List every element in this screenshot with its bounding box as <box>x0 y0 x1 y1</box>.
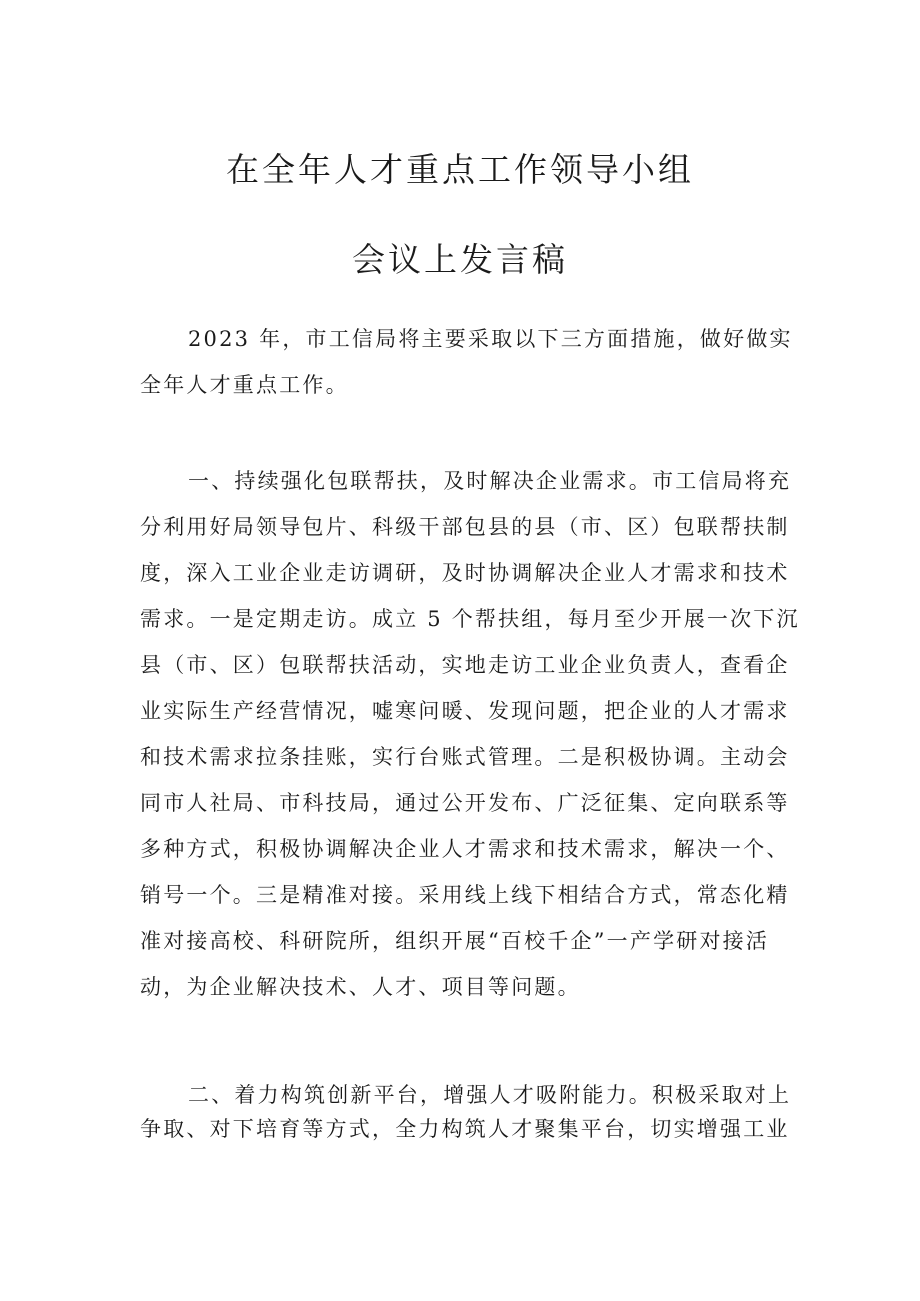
paragraph-line: 县（市、区）包联帮扶活动，实地走访工业企业负责人，查看企 <box>140 653 790 677</box>
section-two-paragraph <box>140 1078 800 1146</box>
paragraph-line: 销号一个。三是精准对接。采用线上线下相结合方式，常态化精 <box>140 883 790 907</box>
paragraph-line: 争取、对下培育等方式，全力构筑人才聚集平台，切实增强工业 <box>140 1117 790 1141</box>
document-title-line-1: 在全年人才重点工作领导小组 <box>226 150 694 189</box>
paragraph-line: 动，为企业解决技术、人才、项目等问题。 <box>140 975 581 999</box>
paragraph-line: 准对接高校、科研院所，组织开展“百校千企”一产学研对接活 <box>140 929 770 953</box>
paragraph-line: 同市人社局、市科技局，通过公开发布、广泛征集、定向联系等 <box>140 791 790 815</box>
paragraph-line: 度，深入工业企业走访调研，及时协调解决企业人才需求和技术 <box>140 561 790 585</box>
paragraph-line: 一、持续强化包联帮扶，及时解决企业需求。市工信局将充 <box>188 469 792 493</box>
paragraph-line: 业实际生产经营情况，嘘寒问暖、发现问题，把企业的人才需求 <box>140 699 790 723</box>
paragraph-line: 多种方式，积极协调解决企业人才需求和技术需求，解决一个、 <box>140 837 790 861</box>
section-one-paragraph <box>140 458 800 1010</box>
paragraph-line: 2023 年，市工信局将主要采取以下三方面措施，做好做实 <box>188 327 793 351</box>
paragraph-line: 和技术需求拉条挂账，实行台账式管理。二是积极协调。主动会 <box>140 745 790 769</box>
document-title-line-2: 会议上发言稿 <box>352 240 568 279</box>
paragraph-line: 需求。一是定期走访。成立 5 个帮扶组，每月至少开展一次下沉 <box>140 607 800 631</box>
intro-paragraph <box>140 316 800 408</box>
paragraph-line: 分利用好局领导包片、科级干部包县的县（市、区）包联帮扶制 <box>140 515 790 539</box>
paragraph-line: 全年人才重点工作。 <box>140 373 349 397</box>
paragraph-line: 二、着力构筑创新平台，增强人才吸附能力。积极采取对上 <box>188 1083 792 1107</box>
